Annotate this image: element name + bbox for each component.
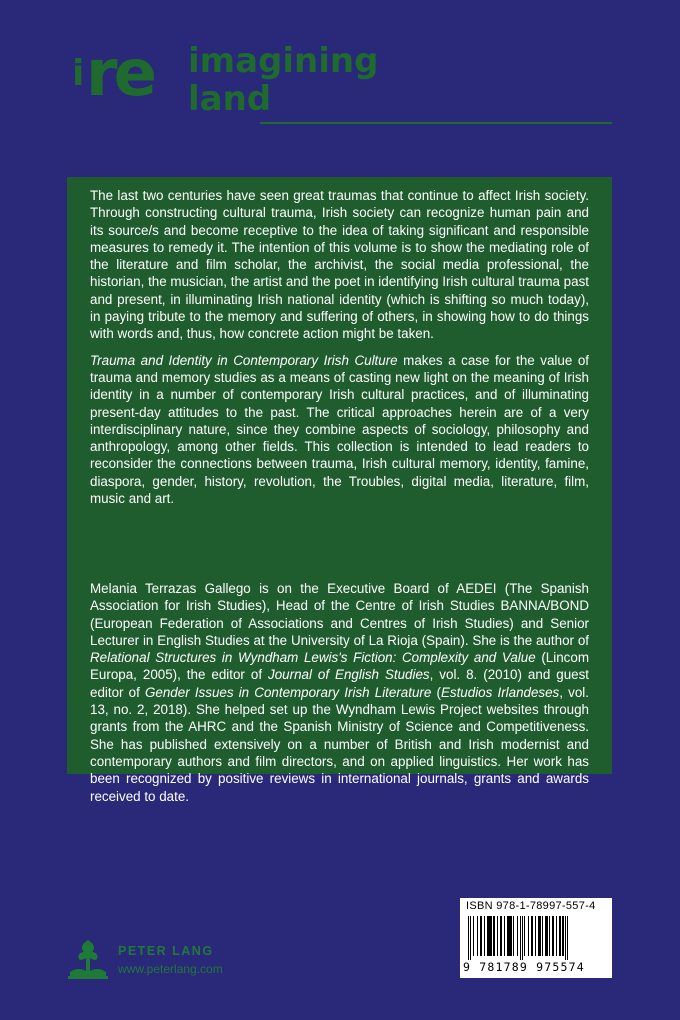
barcode-bar <box>487 916 490 956</box>
barcode-bar <box>493 916 495 956</box>
barcode-bar <box>528 916 529 956</box>
barcode-bar <box>567 916 568 960</box>
author-bio <box>90 580 589 805</box>
barcode-bar <box>510 916 512 956</box>
barcode-bar <box>556 916 557 956</box>
bio-title-2: Journal of English Studies <box>268 667 430 683</box>
bio-title-1: Relational Structures in Wyndham Lewis's Fiction: Complexity and Value <box>90 650 536 666</box>
series-logo <box>70 37 630 130</box>
bio-text-3: , vol. 8. (2010) and guest editor of <box>90 667 589 700</box>
barcode-bar <box>549 916 550 956</box>
blurb-paragraph-2 <box>90 352 589 508</box>
barcode-bar <box>538 916 541 956</box>
barcode-bar <box>517 916 518 956</box>
barcode-bar <box>473 916 474 956</box>
blurb-paragraph-1: The last two centuries have seen great traumas that continue to affect Irish society. Through constructing cultural trauma, Irish society can recognize human pain and its source/s and become receptive to the idea of taking significant and responsible measures to remedy it. The intention of this volume is to show the mediating role of the literature and film scholar, the archivist, the social media professional, the historian, the musician, the artist and the poet in identifying Irish cultural trauma past and present, in illuminating Irish national identity (which is shifting so much today), in paying tribute to the memory and suffering of others, in showing how to do things with words and, thus, how concrete action might be taken. <box>90 188 589 342</box>
barcode-bar <box>480 916 482 956</box>
barcode-bar <box>542 916 543 956</box>
logo-rule <box>260 122 612 124</box>
barcode-bar <box>562 916 564 956</box>
barcode-bar <box>535 916 536 956</box>
peter-lang-tree-icon <box>66 938 110 980</box>
barcode-bar <box>497 916 498 956</box>
barcode-bar <box>468 916 469 960</box>
barcode-bar <box>500 916 502 956</box>
bio-text-4: ( <box>431 684 441 700</box>
logo-word-imagining: imagining <box>188 41 379 81</box>
barcode-bar <box>470 916 471 960</box>
publisher-name: PETER LANG <box>118 944 214 958</box>
barcode-bar <box>507 916 510 956</box>
bio-text-1: Melania Terrazas Gallego is on the Executive Board of AEDEI (The Spanish Association for Irish Studies), Head of the Centre of Irish Studies BANNA/BOND (European Federation of Associations and Centres of Irish Studies) and Senior Lecturer in English Studies at the University of La Rioja (Spain). She is the author of <box>90 581 589 648</box>
bio-text-5: , vol. 13, no. 2, 2018). She helped set up the Wyndham Lewis Project websites through grants from the AHRC and the Spanish Ministry of Science and Competitiveness. She has published extensively on a number of British and Irish modernist and contemporary authors and film directors, and on applied linguistics. Her work has been recognized by positive reviews in international journals, grants and awards received to date. <box>90 684 589 804</box>
isbn-barcode <box>460 898 612 978</box>
barcode-bar <box>531 916 533 956</box>
barcode-bar <box>477 916 478 956</box>
bio-text-2: (Lincom Europa, 2005), the editor of <box>90 650 589 683</box>
barcode-bar <box>552 916 554 956</box>
barcode-bar <box>545 916 548 956</box>
logo-re: re <box>86 37 153 111</box>
blurb-paragraph-2-text: makes a case for the value of trauma and memory studies as a means of casting new light on the meaning of Irish identity in a number of contemporary Irish cultural practices, and of illuminating present-day attitudes to the past. The critical approaches herein are of a very interdisciplinary nature, since they combine aspects of sociology, philosophy and anthropology, among other fields. This collection is intended to lead readers to reconsider the connections between trauma, Irish cultural memory, identity, famine, diaspora, gender, history, revolution, the Troubles, digital media, literature, film, music and art. <box>90 352 589 507</box>
barcode-bar <box>565 916 566 960</box>
barcode-bar <box>490 916 492 956</box>
barcode-bars <box>464 916 608 960</box>
barcode-digits: 9 781789 975574 <box>463 960 585 974</box>
publisher-url: www.peterlang.com <box>118 962 223 976</box>
barcode-bar <box>524 916 525 956</box>
bio-title-4: Estudios Irlandeses <box>440 684 560 700</box>
logo-word-land: land <box>188 79 272 119</box>
barcode-bar <box>513 916 514 956</box>
book-title: Trauma and Identity in Contemporary Irish Culture <box>90 352 398 368</box>
blurb-panel <box>67 177 612 804</box>
publisher-logo <box>66 938 306 983</box>
isbn-label: ISBN 978-1-78997-557-4 <box>466 900 596 912</box>
bio-title-3: Gender Issues in Contemporary Irish Literature <box>145 684 432 700</box>
barcode-bar <box>522 916 523 960</box>
barcode-bar <box>559 916 561 956</box>
barcode-bar <box>504 916 505 956</box>
barcode-bar <box>520 916 521 960</box>
barcode-bar <box>484 916 485 956</box>
logo-letter-i: i <box>72 53 85 94</box>
